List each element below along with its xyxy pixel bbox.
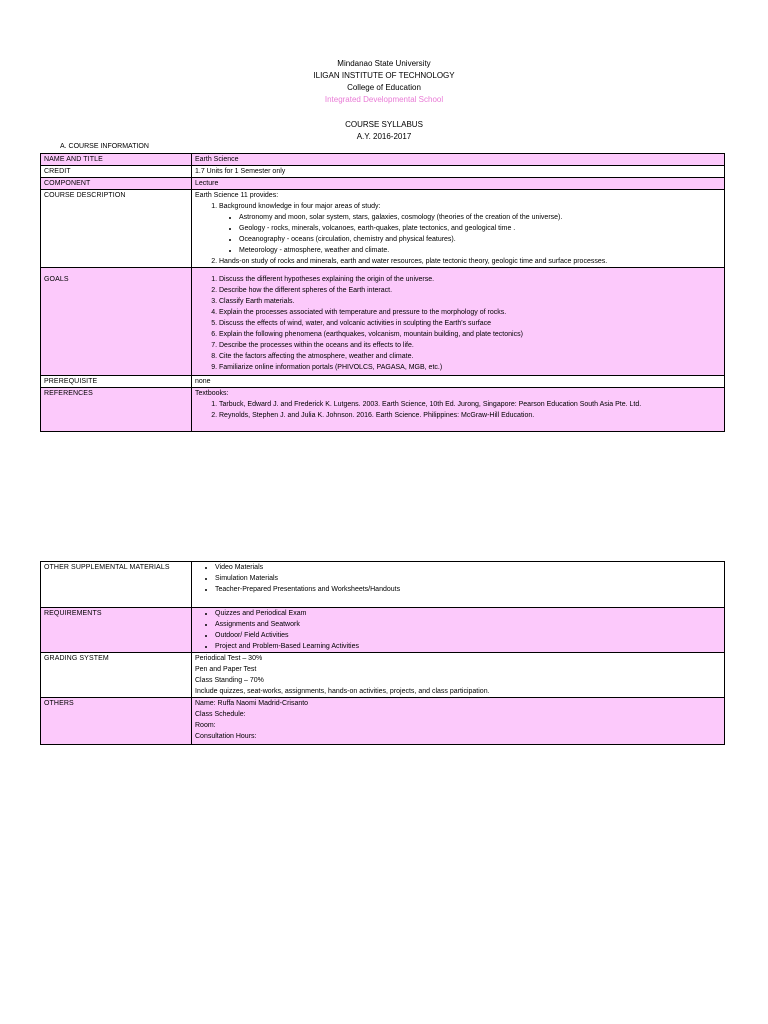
- grading-cell: [192, 653, 725, 698]
- list-item: • Quizzes and Periodical Exam: [215, 608, 721, 619]
- grading-line: Periodical Test – 30%: [195, 655, 263, 662]
- supplemental-info-table: [40, 561, 725, 745]
- table-row: [41, 154, 725, 166]
- list-item: • Assignments and Seatwork: [215, 619, 721, 630]
- row-label: NAME AND TITLE: [41, 154, 192, 166]
- table-row: [41, 178, 725, 190]
- table-row: [41, 698, 725, 745]
- row-label: PREREQUISITE: [41, 376, 192, 388]
- course-description-cell: [192, 190, 725, 268]
- table-row: [41, 608, 725, 653]
- list-item: 9. Familiarize online information portals (PHIVOLCS, PAGASA, MGB, etc.): [219, 362, 721, 373]
- row-label: COMPONENT: [41, 178, 192, 190]
- table-row: [41, 653, 725, 698]
- list-item: 1. Background knowledge in four major areas of study: • Astronomy and moon, solar system, stars, galaxies, cosmology (theories of the creation of the universe). • Geology - rocks, minerals, volcanoes, earth-quakes, plate tectonics, and geological time . • Oceanography - oceans (circulation, chemistry and physical features). • Meteorology - atmosphere, weather and climate.: [219, 201, 721, 256]
- row-label: GRADING SYSTEM: [41, 653, 192, 698]
- row-value: none: [192, 376, 725, 388]
- list-item: • Project and Problem-Based Learning Activities: [215, 641, 721, 652]
- others-cell: [192, 698, 725, 745]
- grading-line: Include quizzes, seat-works, assignments, hands-on activities, projects, and class participation.: [195, 688, 490, 695]
- college-name: College of Education: [347, 83, 421, 92]
- list-item: 1. Tarbuck, Edward J. and Frederick K. Lutgens. 2003. Earth Science, 10th Ed. Jurong, Singapore: Pearson Education South Asia Pte. Ltd.: [219, 399, 721, 410]
- row-label: REQUIREMENTS: [41, 608, 192, 653]
- table-row: [41, 376, 725, 388]
- others-line: Name: Ruffa Naomi Madrid-Crisanto: [195, 700, 309, 707]
- school-name: Integrated Developmental School: [324, 95, 444, 104]
- requirements-list: [195, 608, 721, 652]
- academic-year: A.Y. 2016-2017: [356, 132, 412, 141]
- list-item: 4. Explain the processes associated with temperature and pressure to the morphology of rocks.: [219, 307, 721, 318]
- list-item: • Geology - rocks, minerals, volcanoes, earth-quakes, plate tectonics, and geological time .: [239, 223, 721, 234]
- list-item: • Oceanography - oceans (circulation, chemistry and physical features).: [239, 234, 721, 245]
- goals-list: [195, 274, 721, 373]
- list-item: 5. Discuss the effects of wind, water, and volcanic activities in sculpting the Earth's surface: [219, 318, 721, 329]
- row-label: CREDIT: [41, 166, 192, 178]
- row-label: REFERENCES: [41, 388, 192, 432]
- supplemental-list: [195, 562, 721, 595]
- document-header: [0, 58, 768, 106]
- description-list: [195, 201, 721, 267]
- list-item: 1. Discuss the different hypotheses explaining the origin of the universe.: [219, 274, 721, 285]
- list-item: 2. Hands-on study of rocks and minerals, earth and water resources, plate tectonic theory, geologic time and surface processes.: [219, 256, 721, 267]
- references-list: [195, 399, 721, 421]
- references-intro: Textbooks:: [195, 390, 229, 397]
- list-item: • Outdoor/ Field Activities: [215, 630, 721, 641]
- sub-list: [219, 212, 721, 256]
- goals-cell: [192, 268, 725, 376]
- row-label: OTHERS: [41, 698, 192, 745]
- row-value: Earth Science: [192, 154, 725, 166]
- list-item: 3. Classify Earth materials.: [219, 296, 721, 307]
- list-item: • Teacher-Prepared Presentations and Worksheets/Handouts: [215, 584, 721, 595]
- list-item: 8. Cite the factors affecting the atmosphere, weather and climate.: [219, 351, 721, 362]
- section-heading: A. COURSE INFORMATION: [60, 143, 149, 150]
- row-label: GOALS: [41, 268, 192, 376]
- description-intro: Earth Science 11 provides:: [195, 192, 279, 199]
- row-value: Lecture: [192, 178, 725, 190]
- grading-line: Class Standing – 70%: [195, 677, 264, 684]
- table-row: [41, 166, 725, 178]
- row-label: COURSE DESCRIPTION: [41, 190, 192, 268]
- list-item: 7. Describe the processes within the oceans and its effects to life.: [219, 340, 721, 351]
- grading-line: Pen and Paper Test: [195, 666, 257, 673]
- doc-title: COURSE SYLLABUS: [345, 120, 423, 129]
- list-item: • Astronomy and moon, solar system, stars, galaxies, cosmology (theories of the creation of the universe).: [239, 212, 721, 223]
- others-line: Room:: [195, 722, 216, 729]
- requirements-cell: [192, 608, 725, 653]
- table-row: [41, 388, 725, 432]
- row-label: OTHER SUPPLEMENTAL MATERIALS: [41, 562, 192, 608]
- syllabus-title-block: [0, 119, 768, 143]
- others-line: Consultation Hours:: [195, 733, 257, 740]
- others-line: Class Schedule:: [195, 711, 246, 718]
- references-cell: [192, 388, 725, 432]
- row-value: 1.7 Units for 1 Semester only: [192, 166, 725, 178]
- list-item: • Simulation Materials: [215, 573, 721, 584]
- table-row: [41, 268, 725, 376]
- list-item: • Meteorology - atmosphere, weather and climate.: [239, 245, 721, 256]
- list-item: 2. Describe how the different spheres of the Earth interact.: [219, 285, 721, 296]
- list-item: 6. Explain the following phenomena (earthquakes, volcanism, mountain building, and plate tectonics): [219, 329, 721, 340]
- institute-name: ILIGAN INSTITUTE OF TECHNOLOGY: [313, 71, 455, 80]
- list-item: 2. Reynolds, Stephen J. and Julia K. Johnson. 2016. Earth Science. Philippines: McGraw-Hill Education.: [219, 410, 721, 421]
- supplemental-cell: [192, 562, 725, 608]
- course-info-table: [40, 153, 725, 432]
- table-row: [41, 562, 725, 608]
- table-row: [41, 190, 725, 268]
- list-item: • Video Materials: [215, 562, 721, 573]
- university-name: Mindanao State University: [337, 59, 431, 68]
